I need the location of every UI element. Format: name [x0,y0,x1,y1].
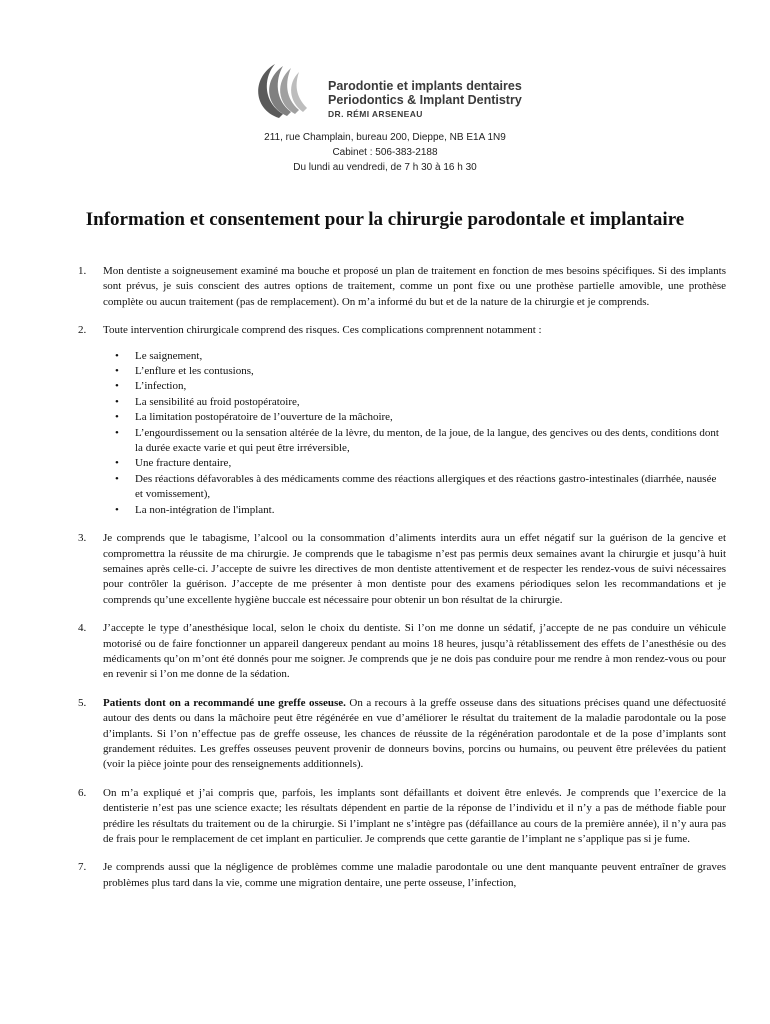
risk-list [103,349,726,518]
list-item [78,696,726,773]
list-item [78,531,726,608]
item-text: Je comprends que le tabagisme, l’alcool ou la consommation d’aliments interdits aura un effet négatif sur la guérison de la gencive et compromettra la réussite de ma chirurgie. Je comprends que le tabagisme n’est pas permis deux semaines avant la chirurgie et jusqu’à huit semaines après celle-ci. J’accepte de suivre les directives de mon dentiste attentivement et de respecter les rendez-vous de suivi nécessaires pour contrôler la guérison. J’accepte de me présenter à mon dentiste pour des examens périodiques selon les recommandations et je comprends qu’une excellente hygiène buccale est nécessaire pour obtenir un bon résultat de la chirurgie. [103,532,726,606]
brand-name-fr: Parodontie et implants dentaires [328,79,522,93]
bullet-item: • La sensibilité au froid postopératoire, [103,395,726,410]
item-text: On m’a expliqué et j’ai compris que, parfois, les implants sont défaillants et doivent être enlevés. Je comprends que l’exercice de la dentisterie n’est pas une science exacte; les résultats dépendent en partie de la réponse de l’individu et il n’y a pas de méthode fiable pour prédire les résultats du traitement ou de la chirurgie. Si l’implant ne s’intègre pas (défaillance au cours de la première année), il n’y aura pas de frais pour le remplacement de cet implant en particulier. Je comprends que cette garantie de l’implant ne s’applique pas si je fume. [103,786,726,845]
phone: Cabinet : 506-383-2188 [332,147,438,158]
consent-list [78,264,726,904]
bullet-item: • La non-intégration de l'implant. [103,503,726,518]
bullet-item: • Le saignement, [103,349,726,364]
item-text: Toute intervention chirurgicale comprend des risques. Ces complications comprennent notamment : [103,324,542,337]
item-text: On a recours à la greffe osseuse dans des situations précises quand une défectuosité autour des dents ou dans la mâchoire peut être régénérée en vue d’améliorer le résultat du traitement de la maladie parodontale ou la pose d’implants. Si l’on n’effectue pas de greffe osseuse, les chances de réussite de la régénération parodontale et de la pose d’implants sont grandement réduites. Les greffes osseuses peuvent provenir de donneurs bovins, porcins ou humains, ou peuvent être prélevées du patient (voir la pièce jointe pour des renseignements additionnels). [103,696,726,771]
doctor-name: DR. RÉMI ARSENEAU [328,109,423,119]
brand-name-en: Periodontics & Implant Dentistry [328,93,522,107]
item-number: 6. [78,786,87,799]
list-item [78,860,726,891]
item-number: 1. [78,265,87,277]
item-text: Mon dentiste a soigneusement examiné ma bouche et proposé un plan de traitement en fonction de mes besoins spécifiques. Si des implants sont prévus, je suis conscient des autres options de traitement, comme un pont fixe ou une prothèse partielle amovible, une prothèse complète ou aucun traitement (pas de remplacement). On m’a informé du but et de la nature de la chirurgie et je comprends. [103,265,726,308]
list-item [78,323,726,518]
item-text: Je comprends aussi que la négligence de problèmes comme une maladie parodontale ou une dent manquante peuvent entraîner de graves problèmes plus tard dans la vie, comme une migration dentaire, une perte osseuse, l’infection, [103,861,726,889]
item-number: 7. [78,861,87,874]
office-hours: Du lundi au vendredi, de 7 h 30 à 16 h 30 [293,162,477,173]
bullet-item: • Des réactions défavorables à des médicaments comme des réactions allergiques et des réactions gastro-intestinales (diarrhée, nausée et vomissement), [103,472,726,503]
item-number: 4. [78,622,87,635]
bullet-item: • L’enflure et les contusions, [103,364,726,379]
item-number: 5. [78,696,87,709]
bullet-item: • L’engourdissement ou la sensation altérée de la lèvre, du menton, de la joue, de la langue, des gencives ou des dents, conditions dont la durée exacte varie et qui peut être irréversible, [103,426,726,457]
item-number: 2. [78,324,87,337]
item-text: J’accepte le type d’anesthésique local, selon le choix du dentiste. Si l’on me donne un sédatif, j’accepte de ne pas conduire un véhicule motorisé ou de faire fonctionner un appareil dangereux pendant au moins 18 heures, jusqu’à rétablissement des effets de l’anesthésie ou des médicaments qu’on m’ont été donnés pour me soigner. Je comprends que je ne dois pas conduire pour me rendre à mon rendez-vous ou pour en revenir si l’on me donne de la sédation. [103,622,726,681]
list-item [78,621,726,683]
address: 211, rue Champlain, bureau 200, Dieppe, NB E1A 1N9 [264,132,506,143]
bullet-item: • L’infection, [103,379,726,394]
contact-info [0,130,770,175]
brand-block [328,79,522,121]
bullet-item: • Une fracture dentaire, [103,456,726,471]
list-item [78,264,726,310]
document-title: Information et consentement pour la chirurgie parodontale et implantaire [85,209,685,230]
item-number: 3. [78,532,87,545]
logo-swirl-icon [249,58,325,120]
item-lead: Patients dont on a recommandé une greffe osseuse. [103,696,346,709]
bullet-item: • La limitation postopératoire de l’ouverture de la mâchoire, [103,410,726,425]
list-item [78,786,726,848]
